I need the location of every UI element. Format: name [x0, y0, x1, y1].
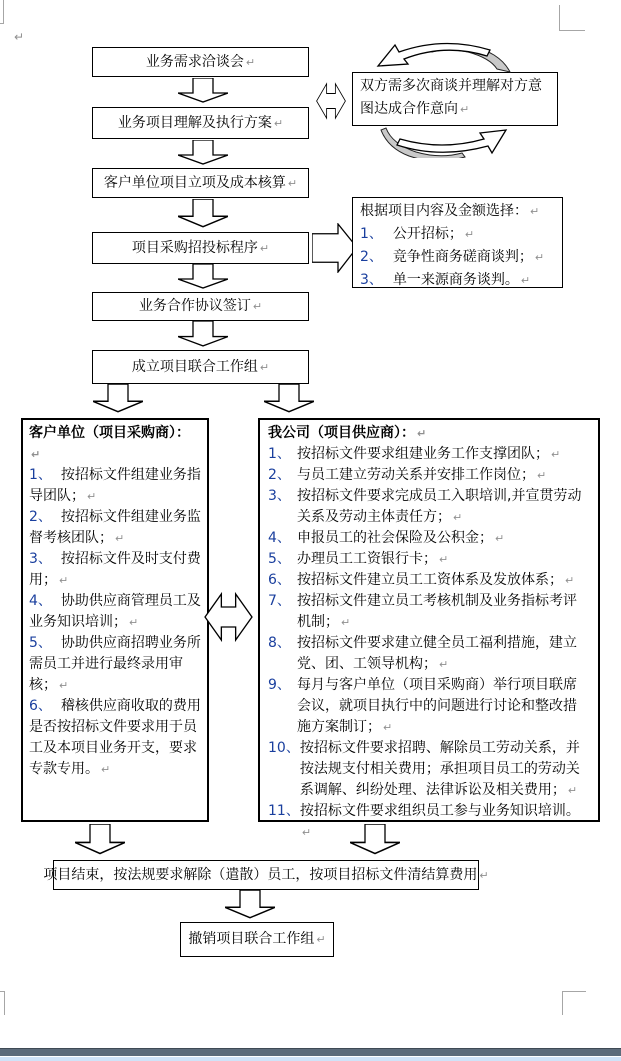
- list-text: 协助供应商管理员工及业务知识培训；: [29, 593, 201, 630]
- down-arrow-shape: [178, 140, 228, 166]
- paragraph-return-icon: ↵: [14, 30, 25, 44]
- list-item: [29, 549, 201, 591]
- list-text: 按招标文件要求组织员工参与业务知识培训。↵: [299, 803, 580, 839]
- curved-arrow-white: [397, 130, 506, 153]
- paragraph-return-icon: ↵: [534, 251, 545, 264]
- list-item: [268, 486, 590, 528]
- list-text: 按招标文件建立员工考核机制及业务指标考评机制； ↵: [297, 593, 577, 630]
- list-text: 按招标文件建立员工工资体系及发放体系； ↵: [297, 572, 575, 588]
- list-item: [268, 570, 590, 591]
- paragraph-return-icon: ↵: [530, 205, 540, 218]
- list-text: 公开招标；: [392, 226, 463, 242]
- curved-arrow-white: [378, 43, 490, 66]
- list-text: 按招标文件要求完成员工入职培训,并宣贯劳动关系及劳动主体责任方； ↵: [297, 488, 582, 525]
- paragraph-return-icon: ↵: [520, 274, 531, 287]
- list-item: [360, 246, 555, 269]
- list-item: [29, 696, 201, 780]
- flow-step-label: 业务需求洽谈会: [145, 53, 244, 70]
- list-item: [29, 633, 201, 696]
- list-number: 4、: [268, 530, 291, 546]
- curved-arrow-gray: [381, 128, 465, 158]
- list-item: [268, 528, 590, 549]
- paragraph-return-icon: ↵: [115, 532, 125, 545]
- paragraph-return-icon: ↵: [567, 784, 578, 797]
- list-text: 稽核供应商收取的费用是否按招标文件要求用于员工及本项目业务开支，要求专款专用。: [29, 698, 201, 777]
- list-number: 2、: [360, 249, 383, 265]
- paragraph-return-icon: ↵: [479, 868, 489, 882]
- list-item: [268, 591, 590, 633]
- margin-mark-bottom-left: [4, 991, 5, 1015]
- paragraph-return-icon: ↵: [259, 241, 270, 255]
- cycle-arrows-top: [372, 40, 514, 74]
- supplier-panel-title-line: [268, 423, 590, 444]
- disband-workgroup-box: [180, 922, 334, 957]
- list-item: [29, 465, 201, 507]
- paragraph-return-icon: ↵: [287, 176, 298, 190]
- left-right-arrow-shape: [204, 581, 253, 653]
- list-number: 3、: [29, 551, 52, 567]
- list-text: 与员工建立劳动关系并安排工作岗位； ↵: [297, 467, 547, 483]
- list-text: 办理员工工资银行卡； ↵: [297, 551, 449, 567]
- list-text: 单一来源商务谈判。: [392, 272, 519, 288]
- list-text: 按招标文件要求建立健全员工福利措施，建立党、团、工领导机构； ↵: [297, 635, 577, 672]
- list-number: 11、: [268, 803, 300, 819]
- paragraph-return-icon: ↵: [252, 300, 263, 313]
- list-item: [360, 223, 555, 246]
- paragraph-return-icon: ↵: [464, 228, 475, 241]
- list-item: [268, 801, 590, 843]
- paragraph-return-icon: ↵: [383, 721, 393, 734]
- flow-step-box: [92, 350, 309, 384]
- list-number: 2、: [268, 467, 291, 483]
- cycle-arrows-bottom: [380, 126, 510, 158]
- paragraph-return-icon: ↵: [259, 360, 270, 374]
- page-bottom-bar: [0, 1048, 621, 1056]
- list-number: 2、: [29, 509, 52, 525]
- paragraph-return-icon: ↵: [31, 448, 41, 461]
- list-item: [268, 444, 590, 465]
- list-text: 按招标文件组建业务监督考核团队；: [29, 509, 201, 546]
- down-arrow-shape: [264, 384, 314, 414]
- paragraph-return-icon: ↵: [129, 616, 139, 629]
- paragraph-return-icon: ↵: [245, 55, 256, 69]
- client-panel-title: 客户单位（项目采购商）：: [29, 425, 190, 441]
- flow-step-box: [92, 168, 309, 198]
- paragraph-return-icon: ↵: [439, 553, 449, 566]
- list-number: 5、: [29, 635, 52, 651]
- flow-step-label: 业务合作协议签订: [138, 298, 251, 314]
- selection-note-title: 根据项目内容及金额选择：: [360, 203, 528, 219]
- paragraph-return-icon: ↵: [439, 658, 449, 671]
- flow-step-box: [92, 47, 309, 77]
- list-item: [268, 465, 590, 486]
- list-item: [29, 591, 201, 633]
- client-panel: [21, 418, 209, 822]
- supplier-panel-title: 我公司（项目供应商）：: [268, 425, 415, 441]
- list-text: 按招标文件及时支付费用；: [29, 551, 201, 588]
- margin-mark-top-left: [3, 0, 4, 23]
- down-arrow-shape: [178, 199, 228, 229]
- list-number: 1、: [360, 226, 383, 242]
- selection-note-box: [352, 197, 563, 288]
- list-item: [268, 633, 590, 675]
- list-item: [268, 549, 590, 570]
- margin-mark-top-left: [0, 23, 4, 24]
- flow-step-label: 项目采购招投标程序: [131, 239, 258, 256]
- list-number: 7、: [268, 593, 291, 609]
- list-number: 6、: [268, 572, 291, 588]
- paragraph-return-icon: ↵: [460, 103, 470, 116]
- paragraph-return-icon: ↵: [551, 448, 561, 461]
- list-text: 按招标文件组建业务指导团队；: [29, 467, 201, 504]
- flow-step-label: 客户单位项目立项及成本核算: [103, 174, 286, 191]
- paragraph-return-icon: ↵: [495, 532, 505, 545]
- margin-mark-top-right: [559, 30, 585, 31]
- list-number: 4、: [29, 593, 52, 609]
- down-arrow-shape: [178, 78, 228, 104]
- flow-step-label: 业务项目理解及执行方案: [117, 114, 272, 131]
- list-text: 按招标文件要求招聘、解除员工劳动关系，并按法规支付相关费用；承担项目员工的劳动关系调解、纠纷处理、法律诉讼及相关费用； ↵: [299, 740, 580, 798]
- down-arrow-shape: [225, 890, 275, 920]
- list-number: 3、: [268, 488, 291, 504]
- list-number: 1、: [29, 467, 52, 483]
- list-text: 竞争性商务磋商谈判；: [392, 249, 533, 265]
- paragraph-return-icon: ↵: [273, 116, 284, 130]
- paragraph-return-icon: ↵: [301, 826, 312, 839]
- paragraph-return-icon: ↵: [59, 679, 69, 692]
- list-number: 9、: [268, 677, 291, 693]
- client-panel-title-line: [29, 423, 201, 465]
- supplier-panel: [258, 418, 600, 839]
- list-text: 申报员工的社会保险及公积金； ↵: [297, 530, 505, 546]
- selection-note-title-line: [360, 200, 555, 223]
- down-arrow-shape: [178, 264, 228, 290]
- down-arrow-shape: [350, 824, 400, 856]
- paragraph-return-icon: ↵: [341, 616, 351, 629]
- list-number: 8、: [268, 635, 291, 651]
- list-text: 每月与客户单位（项目采购商）举行项目联席会议，就项目执行中的问题进行讨论和整改措施方案制订； ↵: [297, 677, 577, 735]
- margin-mark-bottom-right: [562, 991, 586, 992]
- left-right-arrow-shape: [316, 74, 346, 128]
- paragraph-return-icon: ↵: [316, 933, 326, 946]
- margin-mark-top-right: [559, 5, 560, 31]
- paragraph-return-icon: ↵: [417, 427, 427, 440]
- flow-step-label: 成立项目联合工作组: [131, 358, 258, 375]
- negotiation-note-text: 双方需多次商谈并理解对方意图达成合作意向: [360, 78, 542, 117]
- list-number: 3、: [360, 272, 383, 288]
- project-end-box: [43, 860, 489, 890]
- down-arrow-shape: [178, 321, 228, 348]
- flow-step-box: [92, 292, 309, 321]
- paragraph-return-icon: ↵: [59, 574, 69, 587]
- paragraph-return-icon: ↵: [453, 511, 463, 524]
- down-arrow-shape: [75, 824, 125, 856]
- window-background-strip: [0, 1057, 621, 1061]
- list-item: [268, 675, 590, 738]
- paragraph-return-icon: ↵: [87, 490, 97, 503]
- disband-workgroup-text: 撤销项目联合工作组: [188, 931, 315, 947]
- margin-mark-bottom-right: [562, 991, 563, 1015]
- list-item: [29, 507, 201, 549]
- list-number: 10、: [268, 740, 300, 756]
- down-arrow-shape: [93, 384, 143, 414]
- list-number: 5、: [268, 551, 291, 567]
- negotiation-note-box: [352, 72, 558, 126]
- list-text: 协助供应商招聘业务所需员工并进行最终录用审核；: [29, 635, 201, 693]
- project-end-text: 项目结束，按法规要求解除（遣散）员工，按项目招标文件清结算费用: [43, 866, 478, 883]
- flow-step-box: [92, 232, 309, 264]
- list-number: 1、: [268, 446, 291, 462]
- paragraph-return-icon: ↵: [101, 763, 111, 776]
- flow-step-box: [92, 107, 309, 139]
- paragraph-return-icon: ↵: [537, 469, 547, 482]
- list-number: 6、: [29, 698, 52, 714]
- list-item: [268, 738, 590, 801]
- list-text: 按招标文件要求组建业务工作支撑团队； ↵: [297, 446, 561, 462]
- paragraph-return-icon: ↵: [565, 574, 575, 587]
- list-item: [360, 269, 555, 292]
